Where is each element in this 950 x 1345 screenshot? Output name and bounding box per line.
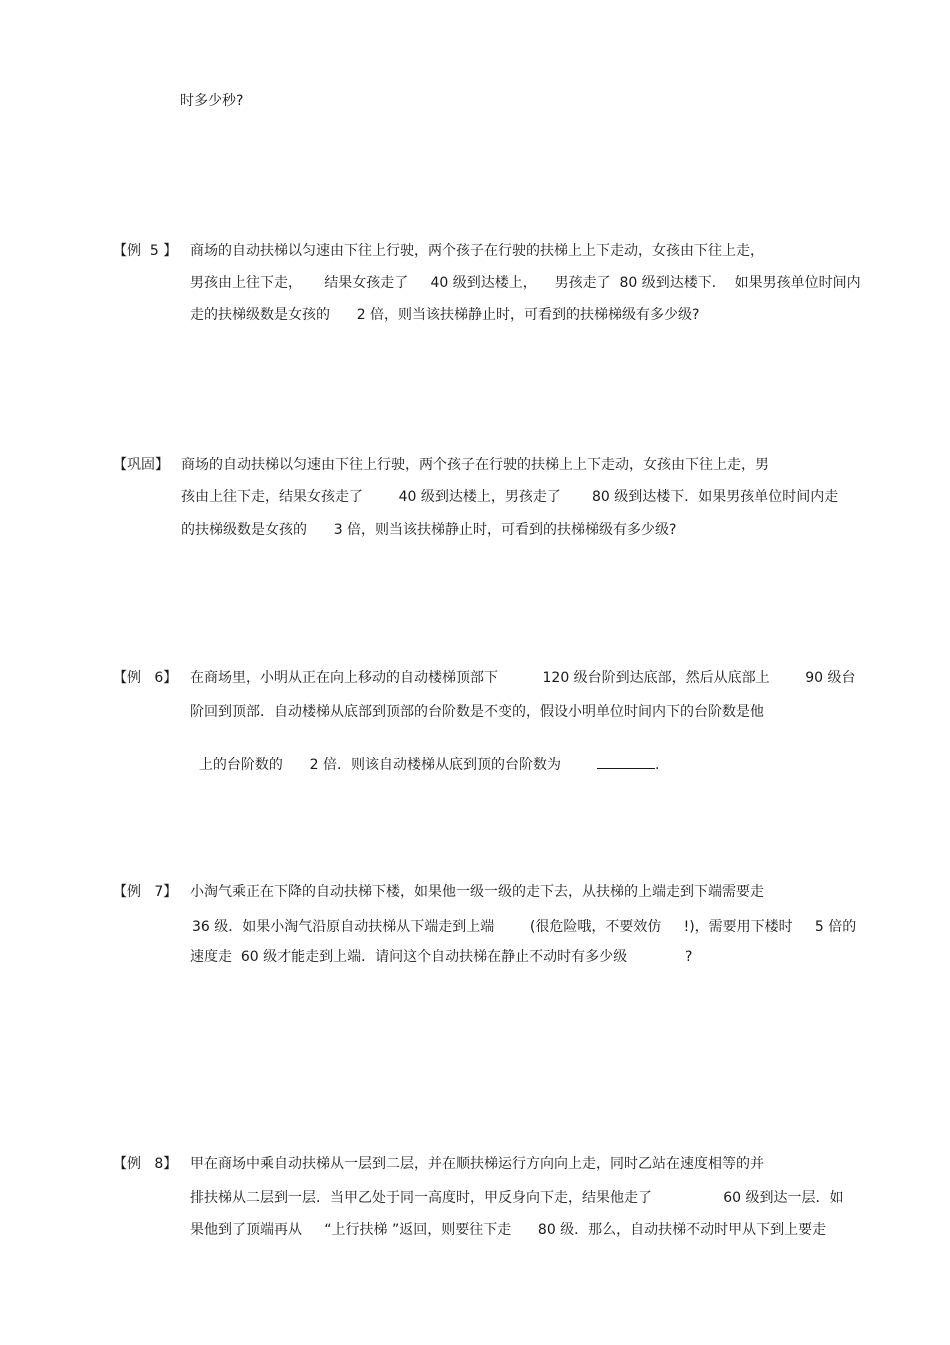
example-7-line-3: 速度走 60 级才能走到上端．请问这个自动扶梯在静止不动时有多少级 ?: [190, 949, 693, 965]
example-5-line-1: 商场的自动扶梯以匀速由下往上行驶，两个孩子在行驶的扶梯上上下走动，女孩由下往上走，: [190, 243, 764, 259]
example-5-label: 【例 5 】: [113, 243, 178, 259]
example-5-line-2: 男孩由上往下走， 结果女孩走了 40 级到达楼上， 男孩走了 80 级到达楼下． 如果男孩单位时间内: [190, 275, 861, 291]
example-5-line-3: 走的扶梯级数是女孩的 2 倍，则当该扶梯静止时，可看到的扶梯梯级有多少级?: [190, 307, 700, 323]
answer-blank[interactable]: [597, 754, 655, 769]
example-6-line-2: 阶回到顶部．自动楼梯从底部到顶部的台阶数是不变的，假设小明单位时间内下的台阶数是他: [190, 704, 764, 720]
example-7-line-1: 小淘气乘正在下降的自动扶梯下楼，如果他一级一级的走下去，从扶梯的上端走到下端需要走: [190, 884, 764, 900]
example-8-line-1: 甲在商场中乘自动扶梯从一层到二层，并在顺扶梯运行方向向上走，同时乙站在速度相等的并: [190, 1156, 764, 1172]
consolidation-line-3: 的扶梯级数是女孩的 3 倍，则当该扶梯静止时，可看到的扶梯梯级有多少级?: [181, 522, 677, 538]
example-8-line-3: 果他到了顶端再从 “上行扶梯 ”返回，则要往下走 80 级．那么，自动扶梯不动时甲从下到上要走: [190, 1222, 827, 1238]
continued-question-text: 时多少秒?: [180, 93, 244, 109]
example-6-line-1: 在商场里，小明从正在向上移动的自动楼梯顶部下 120 级台阶到达底部，然后从底部上 90 级台: [190, 670, 856, 686]
example-8-label: 【例 8】: [113, 1156, 178, 1172]
example-6-line-3-period: .: [654, 757, 660, 773]
consolidation-line-2: 孩由上往下走，结果女孩走了 40 级到达楼上，男孩走了 80 级到达楼下．如果男孩单位时间内走: [181, 489, 839, 505]
example-7-line-2: 36 级．如果小淘气沿原自动扶梯从下端走到上端 (很危险哦，不要效仿 !)，需要用下楼时 5 倍的: [192, 919, 857, 935]
consolidation-label: 【巩固】: [113, 457, 169, 473]
example-8-line-2: 排扶梯从二层到一层．当甲乙处于同一高度时，甲反身向下走，结果他走了 60 级到达一层．如: [190, 1190, 844, 1206]
consolidation-line-1: 商场的自动扶梯以匀速由下往上行驶，两个孩子在行驶的扶梯上上下走动，女孩由下往上走，男: [181, 457, 769, 473]
example-6-label: 【例 6】: [113, 670, 178, 686]
example-7-label: 【例 7】: [113, 884, 178, 900]
example-6-line-3: [190, 736, 659, 774]
example-6-line-3-text: 上的台阶数的 2 倍．则该自动楼梯从底到顶的台阶数为: [198, 757, 561, 773]
